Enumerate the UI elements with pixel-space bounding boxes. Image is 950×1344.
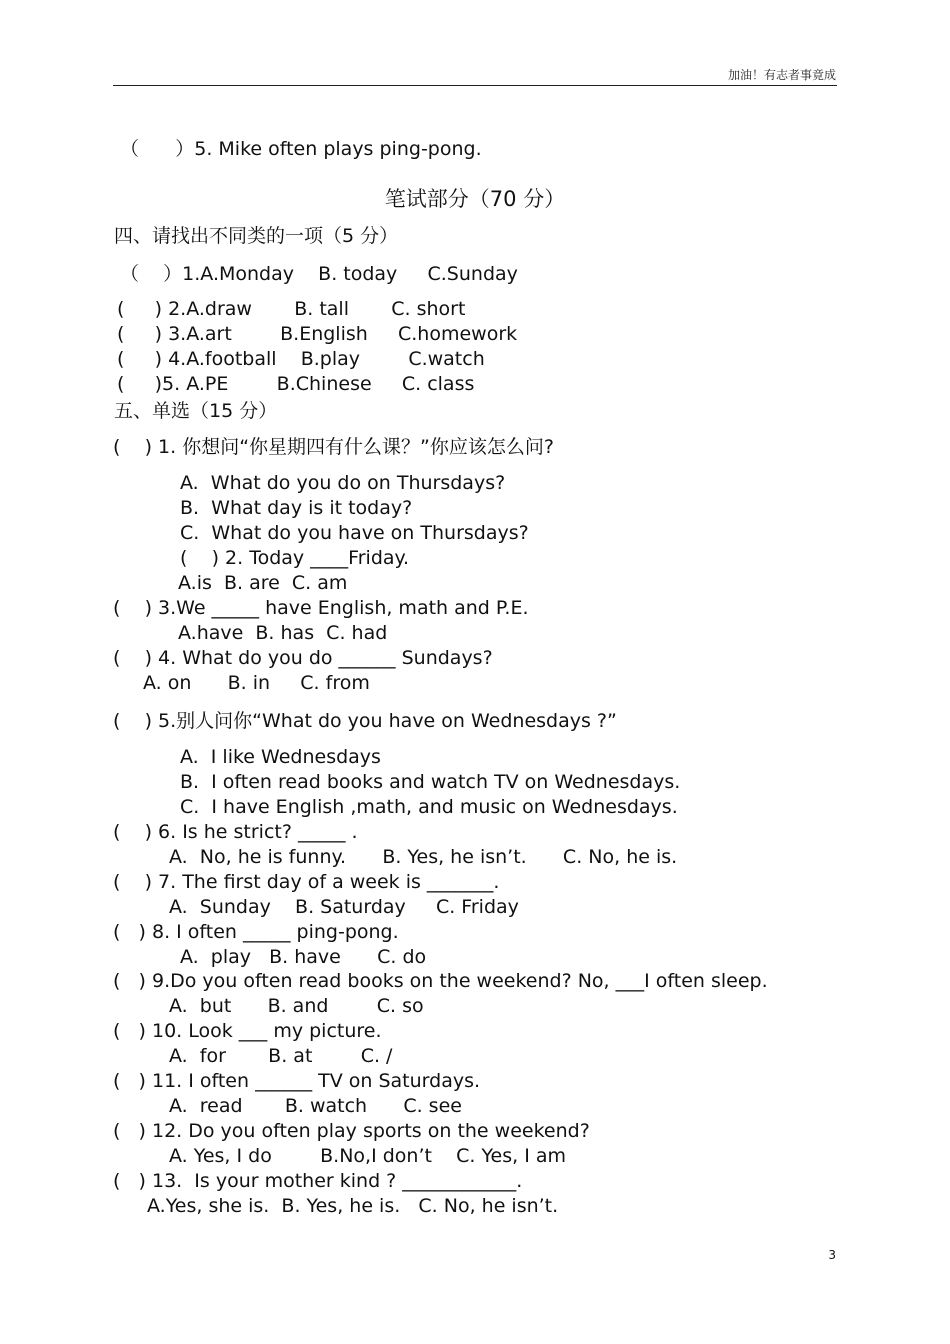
header-rule xyxy=(113,85,837,86)
section4-heading: 四、请找出不同类的一项（5 分） xyxy=(114,225,399,247)
q9-stem: ( ) 9.Do you often read books on the weekend? No, ___I often sleep. xyxy=(113,970,768,992)
q4-stem: ( ) 4. What do you do ______ Sundays? xyxy=(113,647,493,669)
section4-item-2: ( ) 2.A.draw B. tall C. short xyxy=(117,298,466,320)
section4-item-4: ( ) 4.A.football B.play C.watch xyxy=(117,348,485,370)
q8-options: A. play B. have C. do xyxy=(180,946,427,968)
section4-item-3: ( ) 3.A.art B.English C.homework xyxy=(117,323,518,345)
q9-options: A. but B. and C. so xyxy=(169,995,424,1017)
q6-options: A. No, he is funny. B. Yes, he isn’t. C. No, he is. xyxy=(169,846,678,868)
q3-options: A.have B. has C. had xyxy=(178,622,388,644)
q1-option-b: B. What day is it today? xyxy=(180,497,413,519)
q1-stem: ( ) 1. 你想问“你星期四有什么课？”你应该怎么问? xyxy=(113,436,554,458)
section4-item-5: ( )5. A.PE B.Chinese C. class xyxy=(117,373,475,395)
q13-options: A.Yes, she is. B. Yes, he is. C. No, he isn’t. xyxy=(147,1195,559,1217)
q7-stem: ( ) 7. The first day of a week is _______. xyxy=(113,871,500,893)
q5-option-c: C. I have English ,math, and music on Wednesdays. xyxy=(180,796,678,818)
q12-options: A. Yes, I do B.No,I don’t C. Yes, I am xyxy=(169,1145,566,1167)
q1-option-a: A. What do you do on Thursdays? xyxy=(180,472,506,494)
q2-stem: ( ) 2. Today ____Friday. xyxy=(180,547,410,569)
written-section-title: 笔试部分（70 分） xyxy=(384,187,566,211)
q7-options: A. Sunday B. Saturday C. Friday xyxy=(169,896,519,918)
listening-item-5: （ ）5. Mike often plays ping-pong. xyxy=(120,138,482,160)
q12-stem: ( ) 12. Do you often play sports on the weekend? xyxy=(113,1120,590,1142)
q1-option-c: C. What do you have on Thursdays? xyxy=(180,522,529,544)
page-number: 3 xyxy=(828,1248,836,1262)
q10-options: A. for B. at C. / xyxy=(169,1045,393,1067)
q11-options: A. read B. watch C. see xyxy=(169,1095,462,1117)
q4-options: A. on B. in C. from xyxy=(143,672,370,694)
section4-item-1: （ ）1.A.Monday B. today C.Sunday xyxy=(120,263,518,285)
q5-stem: ( ) 5.别人问你“What do you have on Wednesdays ?” xyxy=(113,710,617,732)
q13-stem: ( ) 13. Is your mother kind ? ____________. xyxy=(113,1170,523,1192)
q2-options: A.is B. are C. am xyxy=(178,572,348,594)
section5-heading: 五、单选（15 分） xyxy=(114,400,278,422)
q10-stem: ( ) 10. Look ___ my picture. xyxy=(113,1020,382,1042)
q5-option-a: A. I like Wednesdays xyxy=(180,746,381,768)
q5-option-b: B. I often read books and watch TV on Wednesdays. xyxy=(180,771,681,793)
q6-stem: ( ) 6. Is he strict? _____ . xyxy=(113,821,358,843)
q8-stem: ( ) 8. I often _____ ping-pong. xyxy=(113,921,399,943)
header-motto: 加油！有志者事竟成 xyxy=(727,68,836,82)
q11-stem: ( ) 11. I often ______ TV on Saturdays. xyxy=(113,1070,481,1092)
q3-stem: ( ) 3.We _____ have English, math and P.E. xyxy=(113,597,529,619)
